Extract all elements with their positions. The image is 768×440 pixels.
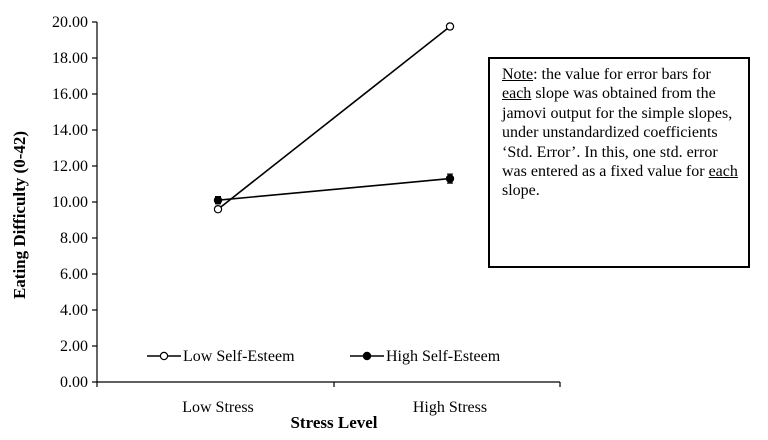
x-axis-title: Stress Level [290,413,378,432]
series-high-self-esteem [214,174,453,204]
note-emphasis: each [502,85,532,103]
legend-label: High Self-Esteem [386,348,501,365]
y-tick-label: 14.00 [52,122,88,139]
legend-item [350,348,501,365]
note-emphasis: each [708,163,738,181]
note-segment: : the value for error bars for [533,66,711,83]
data-point [214,197,221,204]
legend-item [147,348,295,365]
y-tick-label: 0.00 [60,374,88,391]
y-axis [52,14,97,391]
legend-label: Low Self-Esteem [183,348,295,365]
x-tick-label: Low Stress [182,399,254,416]
x-axis [97,382,560,416]
legend [147,348,501,365]
legend-marker [363,352,370,359]
y-tick-label: 4.00 [60,302,88,319]
series-low-self-esteem [214,23,453,213]
legend-marker [160,352,167,359]
y-tick-label: 8.00 [60,230,88,247]
note-label: Note [502,66,534,83]
y-tick-label: 16.00 [52,86,88,103]
series-layer [214,23,453,213]
note-text [502,66,738,199]
y-tick-label: 12.00 [52,158,88,175]
data-point [214,206,221,213]
y-tick-label: 18.00 [52,50,88,67]
y-tick-label: 2.00 [60,338,88,355]
y-axis-title: Eating Difficulty (0-42) [10,130,29,300]
data-point [446,175,453,182]
y-tick-label: 6.00 [60,266,88,283]
note-box [488,57,750,268]
note-segment: slope. [502,182,540,200]
y-tick-label: 10.00 [52,194,88,211]
y-tick-label: 20.00 [52,14,88,31]
note-segment: slope was obtained from the jamovi output for the simple slopes, under unstandardized coefficients ‘Std. Error’. In this, one std. error was entered as a fixed value for [502,85,733,181]
x-tick-label: High Stress [412,399,488,416]
data-point [446,23,453,30]
